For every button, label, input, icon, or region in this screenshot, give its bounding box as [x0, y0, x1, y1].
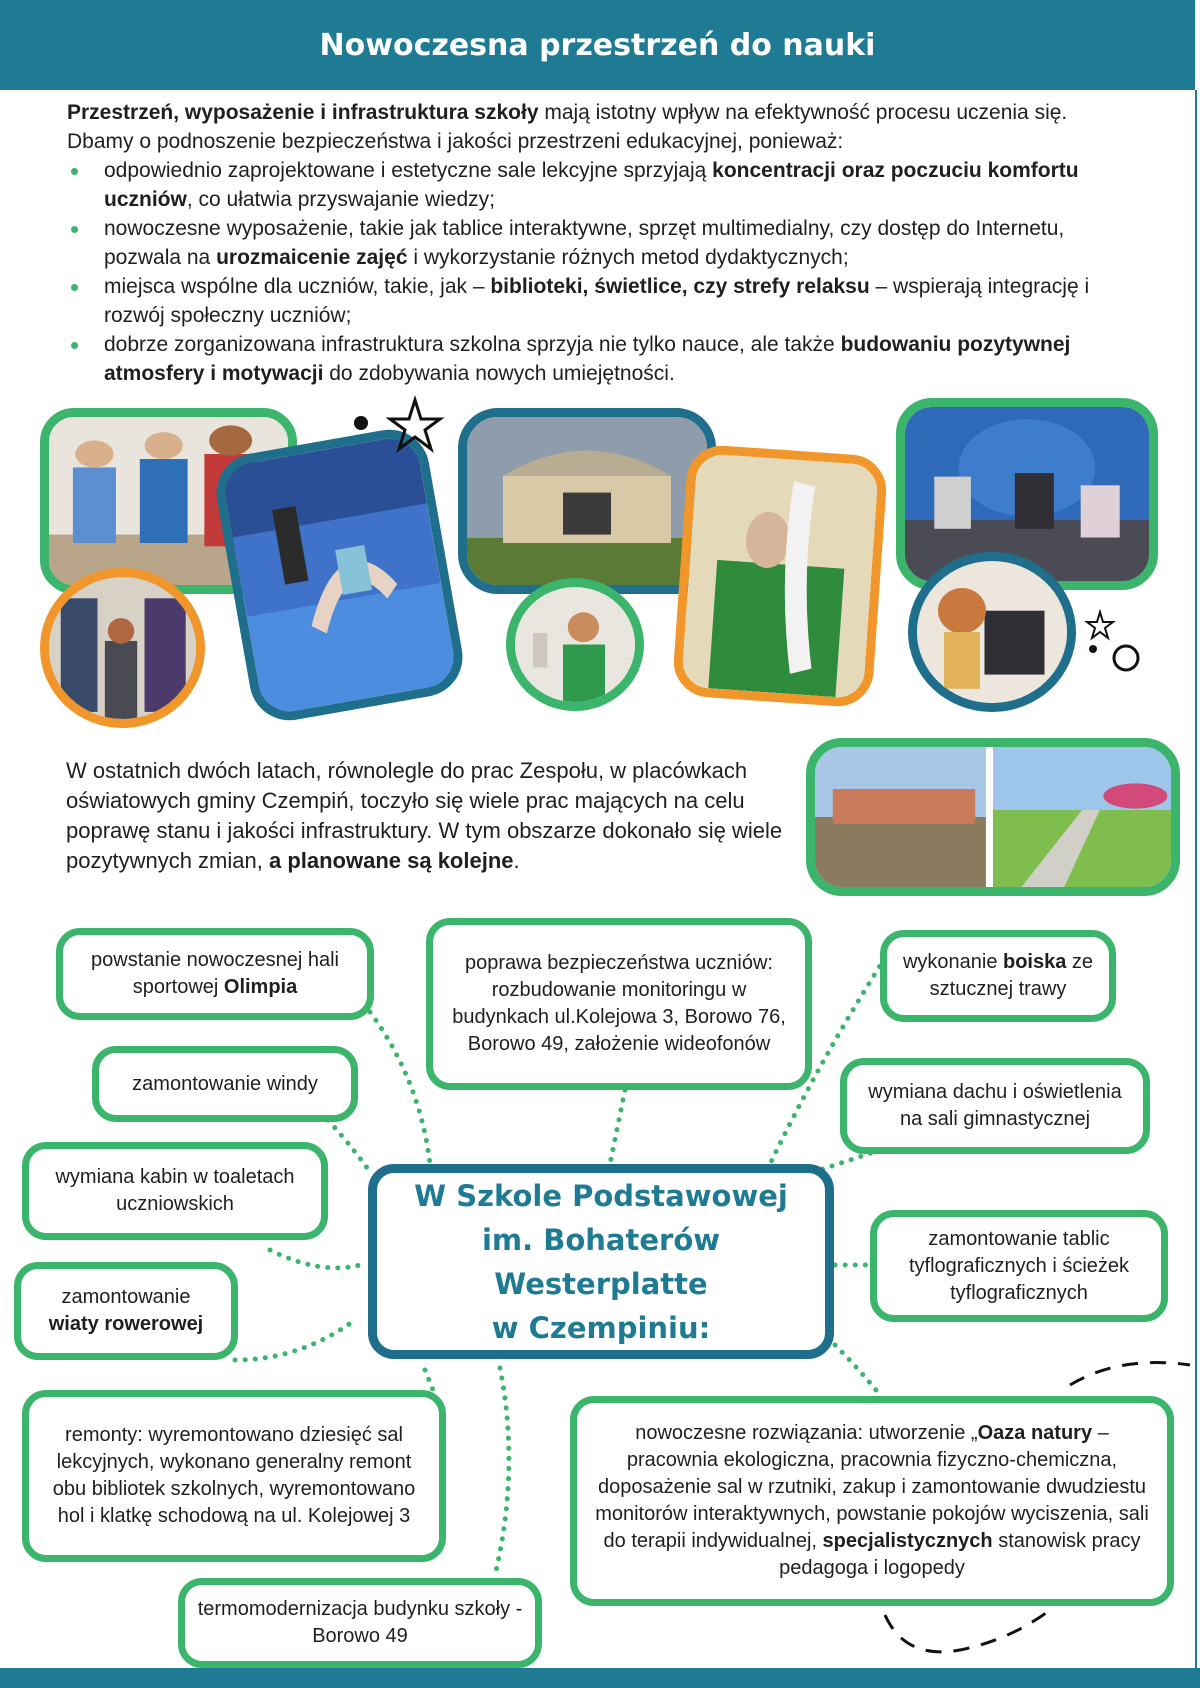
- bullet-text: nowoczesne wyposażenie, takie jak tablice interaktywne, sprzęt multimedialny, czy dostęp do Internetu, pozwala na: [104, 217, 1065, 269]
- list-item: [67, 214, 1137, 272]
- photo-chemistry-demo: [671, 443, 888, 708]
- paragraph-end: .: [513, 848, 520, 873]
- box-text: zamontowanie: [61, 1286, 191, 1308]
- dot-decoration: [1089, 645, 1097, 653]
- page-footer: [0, 1668, 1200, 1688]
- box-renovations: [22, 1390, 446, 1562]
- bullet-text: , co ułatwia przyswajanie wiedzy;: [186, 188, 495, 211]
- box-text: nowoczesne rozwiązania: utworzenie „: [635, 1422, 978, 1444]
- box-text: wymiana dachu i oświetlenia na sali gimnastycznej: [868, 1081, 1122, 1130]
- bullet-text: dobrze zorganizowana infrastruktura szkolna sprzyja nie tylko nauce, ale także: [104, 333, 841, 356]
- page-header: [0, 0, 1195, 90]
- box-thermomodernization: [178, 1578, 542, 1668]
- photo-girl-experiment: [506, 578, 644, 711]
- intro-lead: [67, 98, 1137, 156]
- box-toilets: [22, 1142, 328, 1240]
- dashed-arc-decoration: [885, 1610, 1050, 1652]
- center-line: W Szkole Podstawowej: [414, 1178, 788, 1213]
- bullet-bold: budowaniu pozytywnej atmosfery i motywacji: [104, 333, 1071, 385]
- box-modern-solutions: [570, 1396, 1174, 1606]
- photo-gym-gymnastics: [210, 423, 469, 726]
- bullet-text: miejsca wspólne dla uczniów, takie, jak –: [104, 275, 491, 298]
- box-pitch: [880, 930, 1116, 1022]
- mindmap-center: [368, 1164, 834, 1359]
- paragraph-bold: a planowane są kolejne: [268, 848, 514, 873]
- list-item: [67, 272, 1137, 330]
- list-item: [67, 330, 1137, 388]
- dashed-arc-decoration: [1070, 1363, 1190, 1386]
- box-bold: Oaza natury: [977, 1422, 1093, 1444]
- intro-section: [67, 98, 1137, 388]
- photo-school-yard: [806, 738, 1180, 896]
- box-sports-hall: [56, 928, 374, 1020]
- box-text: termomodernizacja budynku szkoły - Borowo 49: [197, 1598, 523, 1647]
- intro-lead-bold: Przestrzeń, wyposażenie i infrastruktura szkoły: [67, 101, 539, 124]
- center-line: w Czempiniu:: [491, 1310, 711, 1345]
- box-text: wymiana kabin w toaletach uczniowskich: [55, 1166, 295, 1215]
- box-text: stanowisk pracy pedagoga i logopedy: [779, 1530, 1141, 1579]
- box-bold: boiska: [1003, 951, 1067, 973]
- box-text: zamontowanie tablic tyflograficznych i ścieżek tyflograficznych: [908, 1227, 1130, 1304]
- center-line: im. Bohaterów Westerplatte: [481, 1222, 721, 1301]
- box-bold: wiaty rowerowej: [48, 1313, 204, 1335]
- paragraph-text: W ostatnich dwóch latach, równolegle do prac Zespołu, w placówkach oświatowych gminy Czempiń, toczyło się wiele prac mających na celu poprawę stanu i jakości infrastruktury. W tym obszarze dokonało się wiele pozytywnych zmian,: [66, 758, 783, 873]
- list-item: [67, 156, 1137, 214]
- box-elevator: [92, 1046, 358, 1122]
- page-border: [1195, 90, 1197, 1670]
- bullet-text: – wspierają integrację i rozwój społeczny uczniów;: [104, 275, 1090, 327]
- box-bike-shelter: [14, 1262, 238, 1360]
- box-text: – pracownia ekologiczna, pracownia fizyczno-chemiczna, doposażenie sal w rzutniki, zakup i zamontowanie dwudziestu monitorów interaktywnych, powstanie pokojów wyciszenia, sali do terapii indywidualnej,: [595, 1422, 1149, 1552]
- box-roof: [840, 1058, 1150, 1154]
- intro-lead-rest: mają istotny wpływ na efektywność procesu uczenia się. Dbamy o podnoszenie bezpieczeństwa i jakości przestrzeni edukacyjnej, ponieważ:: [67, 101, 1068, 153]
- photo-3d-printer: [908, 552, 1076, 712]
- box-text: ze sztucznej trawy: [929, 951, 1094, 1000]
- box-text: poprawa bezpieczeństwa uczniów: rozbudowanie monitoringu w budynkach ul.Kolejowa 3, Borowo 76, Borowo 49, założenie wideofonów: [452, 952, 786, 1055]
- box-text: remonty: wyremontowano dziesięć sal lekcyjnych, wykonano generalny remont obu bibliotek szkolnych, wyremontowano hol i klatkę schodową na ul. Kolejowej 3: [52, 1424, 416, 1527]
- box-text: wykonanie: [902, 951, 1003, 973]
- benefits-list: [67, 156, 1137, 388]
- box-safety: [426, 918, 812, 1090]
- box-bold: Olimpia: [223, 976, 298, 998]
- bullet-text: i wykorzystanie różnych metod dydaktycznych;: [407, 246, 849, 269]
- circle-decoration: [1114, 646, 1138, 670]
- bullet-text: odpowiednio zaprojektowane i estetyczne sale lekcyjne sprzyjają: [104, 159, 713, 182]
- box-text: powstanie nowoczesnej hali sportowej: [91, 949, 339, 998]
- box-bold: specjalistycznych: [822, 1530, 993, 1552]
- photo-library: [40, 568, 205, 728]
- box-text: zamontowanie windy: [132, 1072, 318, 1095]
- bullet-bold: biblioteki, świetlice, czy strefy relaksu: [490, 275, 870, 298]
- bullet-bold: koncentracji oraz poczuciu komfortu uczniów: [104, 159, 1079, 211]
- star-decoration: [1087, 612, 1113, 638]
- infrastructure-paragraph: [66, 756, 801, 876]
- box-tactile: [870, 1210, 1168, 1322]
- bullet-text: do zdobywania nowych umiejętności.: [323, 362, 675, 385]
- bullet-bold: urozmaicenie zajęć: [216, 246, 408, 269]
- dot-decoration: [354, 416, 368, 430]
- page-title: Nowoczesna przestrzeń do nauki: [319, 27, 876, 63]
- photo-school-building: [458, 408, 716, 594]
